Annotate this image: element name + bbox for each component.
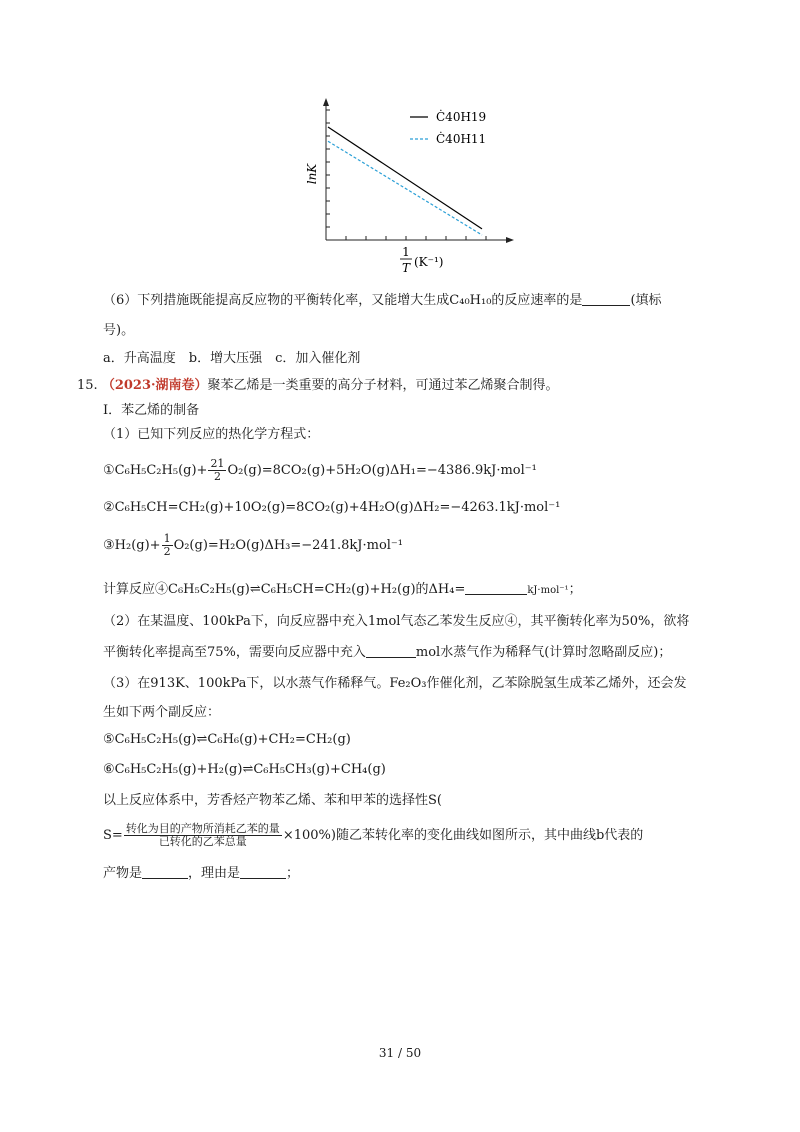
eq1-part-a: ①C₆H₅C₂H₅(g)+	[103, 463, 208, 478]
eq3-num: 1	[163, 532, 171, 545]
final-text-c: ；	[286, 866, 300, 881]
x-label-numerator: 1	[402, 245, 410, 259]
q15-p2-line1: （2）在某温度、100kPa下，向反应器中充入1mol气态乙苯发生反应④，其平衡转化率为50%，欲将	[103, 614, 690, 629]
q6-formula: C₄₀H₁₀	[449, 293, 492, 308]
q6-line2: 号)。	[103, 323, 135, 338]
q15-number: 15.	[77, 378, 98, 393]
x-label-denominator: T	[401, 261, 411, 275]
x-axis-arrow	[506, 237, 514, 243]
q15-p3-line1: （3）在913K、100kPa下，以水蒸气作稀释气。Fe₂O₃作催化剂，乙苯除脱氢生成苯乙烯外，还会发	[103, 676, 687, 691]
sel-den: 已转化的乙苯总量	[158, 835, 247, 848]
p2-text-b: 平衡转化率提高至75%，需要向反应器中充入	[103, 645, 366, 660]
equation-3	[103, 530, 403, 562]
equation-1	[103, 455, 537, 487]
q6-text-b: 的反应速率的是	[491, 293, 583, 308]
legend-label-1: Ċ40H19	[436, 110, 487, 124]
q15-source: （2023·湖南卷）	[101, 378, 208, 393]
product-blank[interactable]	[142, 864, 188, 879]
eq3-den: 2	[163, 545, 171, 558]
q6-options: a．升高温度 b．增大压强 c．加入催化剂	[103, 351, 361, 366]
eq1-num: 21	[210, 457, 225, 470]
selectivity-intro: 以上反应体系中，芳香烃产物苯乙烯、苯和甲苯的选择性S(	[103, 793, 442, 808]
delta-h4-blank[interactable]	[465, 580, 527, 595]
p2-text-c: mol水蒸气作为稀释气(计算时忽略副反应)；	[415, 645, 672, 660]
sel-after: ×100%)随乙苯转化率的变化曲线如图所示，其中曲线b代表的	[282, 828, 644, 843]
series-line-2	[328, 141, 482, 235]
eq3-part-a: ③H₂(g)+	[103, 538, 161, 553]
eq1-part-b: O₂(g)=8CO₂(g)+5H₂O(g)ΔH₁=−4386.9kJ·mol⁻¹	[227, 463, 537, 478]
q6-text-c: (填标	[630, 293, 662, 308]
q6-text-a: （6）下列措施既能提高反应物的平衡转化率，又能增大生成	[103, 293, 450, 308]
y-axis-arrow	[323, 98, 329, 106]
eq1-den: 2	[213, 470, 221, 483]
final-text-a: 产物是	[103, 866, 143, 881]
final-text-b: ，理由是	[188, 866, 241, 881]
q15-p2-line2	[103, 643, 671, 663]
calc-text: 计算反应④C₆H₅C₂H₅(g)⇌C₆H₅CH=CH₂(g)+H₂(g)的ΔH₄=	[103, 582, 466, 597]
equation-2: ②C₆H₅CH=CH₂(g)+10O₂(g)=8CO₂(g)+4H₂O(g)ΔH₂=−4263.1kJ·mol⁻¹	[103, 500, 561, 515]
q15-header	[77, 376, 559, 396]
eq1-fraction	[208, 458, 226, 483]
page-number: 31 / 50	[378, 1046, 422, 1060]
q6-line1	[103, 291, 662, 311]
calc-end: ；	[568, 582, 582, 597]
q15-p1: （1）已知下列反应的热化学方程式：	[103, 427, 320, 442]
calc-line	[103, 580, 582, 601]
sel-num: 转化为目的产物所消耗乙苯的量	[125, 822, 280, 835]
sel-s: S=	[103, 828, 123, 843]
calc-unit: kJ·mol⁻¹	[527, 585, 569, 596]
lnk-vs-inverse-t-chart	[0, 0, 800, 290]
equation-5: ⑤C₆H₅C₂H₅(g)⇌C₆H₆(g)+CH₂=CH₂(g)	[103, 732, 351, 747]
q15-intro: 聚苯乙烯是一类重要的高分子材料，可通过苯乙烯聚合制得。	[207, 378, 559, 393]
selectivity-formula	[103, 818, 643, 854]
y-axis-label: lnK	[305, 163, 319, 185]
legend-label-2: Ċ40H11	[436, 132, 487, 146]
equation-6: ⑥C₆H₅C₂H₅(g)+H₂(g)⇌C₆H₅CH₃(g)+CH₄(g)	[103, 762, 386, 777]
q15-p3-line2: 生如下两个副反应：	[103, 705, 221, 720]
reason-blank[interactable]	[240, 864, 286, 879]
q15-section1: Ⅰ．苯乙烯的制备	[103, 403, 200, 418]
eq3-part-b: O₂(g)=H₂O(g)ΔH₃=−241.8kJ·mol⁻¹	[173, 538, 404, 553]
sel-fraction	[124, 823, 282, 848]
eq3-fraction	[162, 533, 173, 558]
q6-answer-blank[interactable]	[582, 291, 630, 306]
water-vapor-blank[interactable]	[366, 643, 416, 658]
x-label-unit: (K⁻¹)	[414, 255, 444, 269]
q15-final-line	[103, 864, 299, 884]
